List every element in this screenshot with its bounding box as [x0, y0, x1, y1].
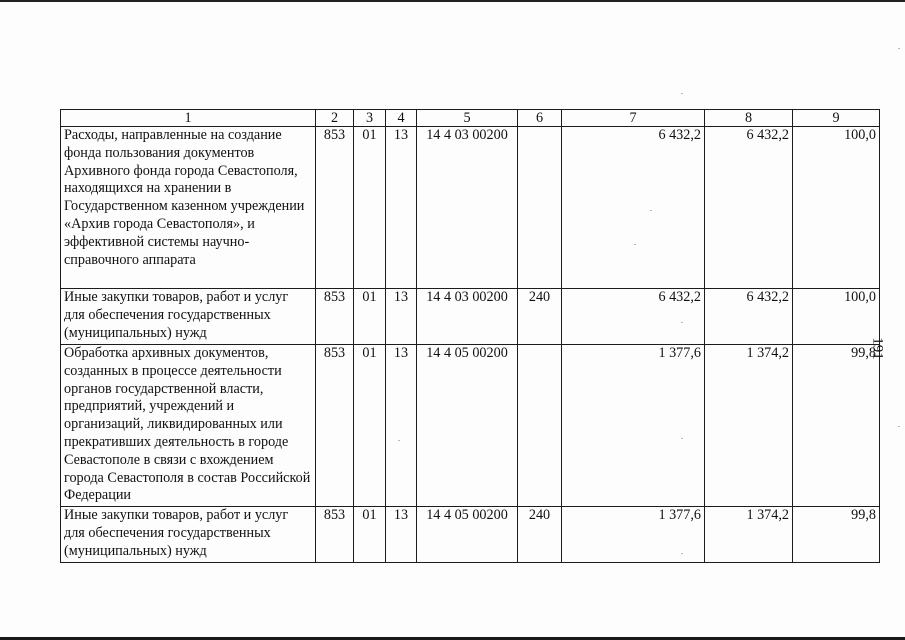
section-code-cell: 01 — [354, 345, 386, 507]
header-cell: 8 — [705, 110, 793, 127]
planned-amount-cell: 6 432,2 — [562, 127, 705, 289]
section-code-cell: 01 — [354, 289, 386, 345]
department-code-cell: 853 — [316, 127, 354, 289]
header-cell: 2 — [316, 110, 354, 127]
execution-percent-cell: 99,8 — [793, 507, 880, 563]
table-row — [61, 507, 880, 563]
header-cell: 4 — [386, 110, 417, 127]
executed-amount-cell: 6 432,2 — [705, 289, 793, 345]
executed-amount-cell: 6 432,2 — [705, 127, 793, 289]
execution-percent-cell: 99,8 — [793, 345, 880, 507]
expense-name-cell: Расходы, направленные на создание фонда пользования документов Архивного фонда города Севастополя, находящихся на хранении в Государственном казенном учреждении «Архив города Севастополя», и эффективной системы научно-справочного аппарата — [61, 127, 316, 289]
target-article-cell: 14 4 05 00200 — [417, 345, 518, 507]
department-code-cell: 853 — [316, 289, 354, 345]
header-cell: 6 — [518, 110, 562, 127]
header-cell: 5 — [417, 110, 518, 127]
table-row — [61, 127, 880, 289]
expense-type-cell: 240 — [518, 507, 562, 563]
header-cell: 9 — [793, 110, 880, 127]
expense-name-cell: Иные закупки товаров, работ и услуг для обеспечения государственных (муниципальных) нужд — [61, 507, 316, 563]
target-article-cell: 14 4 05 00200 — [417, 507, 518, 563]
planned-amount-cell: 1 377,6 — [562, 345, 705, 507]
planned-amount-cell: 1 377,6 — [562, 507, 705, 563]
scan-speck — [898, 426, 900, 427]
executed-amount-cell: 1 374,2 — [705, 345, 793, 507]
subsection-code-cell: 13 — [386, 345, 417, 507]
scan-edge-top — [0, 0, 905, 2]
section-code-cell: 01 — [354, 507, 386, 563]
execution-percent-cell: 100,0 — [793, 127, 880, 289]
expense-type-cell: 240 — [518, 289, 562, 345]
subsection-code-cell: 13 — [386, 127, 417, 289]
expense-type-cell — [518, 127, 562, 289]
execution-percent-cell: 100,0 — [793, 289, 880, 345]
scan-speck — [681, 93, 683, 94]
target-article-cell: 14 4 03 00200 — [417, 289, 518, 345]
table-header-row — [61, 110, 880, 127]
table-row — [61, 345, 880, 507]
page-number: 191 — [869, 337, 886, 360]
subsection-code-cell: 13 — [386, 507, 417, 563]
scan-speck — [898, 48, 900, 49]
executed-amount-cell: 1 374,2 — [705, 507, 793, 563]
expense-type-cell — [518, 345, 562, 507]
expense-name-cell: Обработка архивных документов, созданных в процессе деятельности органов государственной власти, предприятий, учреждений и организаций, ликвидированных или прекративших деятельность в городе Севастополе в связи с вхождением города Севастополя в состав Российской Федерации — [61, 345, 316, 507]
table-row — [61, 289, 880, 345]
subsection-code-cell: 13 — [386, 289, 417, 345]
target-article-cell: 14 4 03 00200 — [417, 127, 518, 289]
section-code-cell: 01 — [354, 127, 386, 289]
department-code-cell: 853 — [316, 507, 354, 563]
header-cell: 3 — [354, 110, 386, 127]
header-cell: 1 — [61, 110, 316, 127]
header-cell: 7 — [562, 110, 705, 127]
planned-amount-cell: 6 432,2 — [562, 289, 705, 345]
budget-table — [60, 109, 880, 563]
expense-name-cell: Иные закупки товаров, работ и услуг для обеспечения государственных (муниципальных) нужд — [61, 289, 316, 345]
department-code-cell: 853 — [316, 345, 354, 507]
